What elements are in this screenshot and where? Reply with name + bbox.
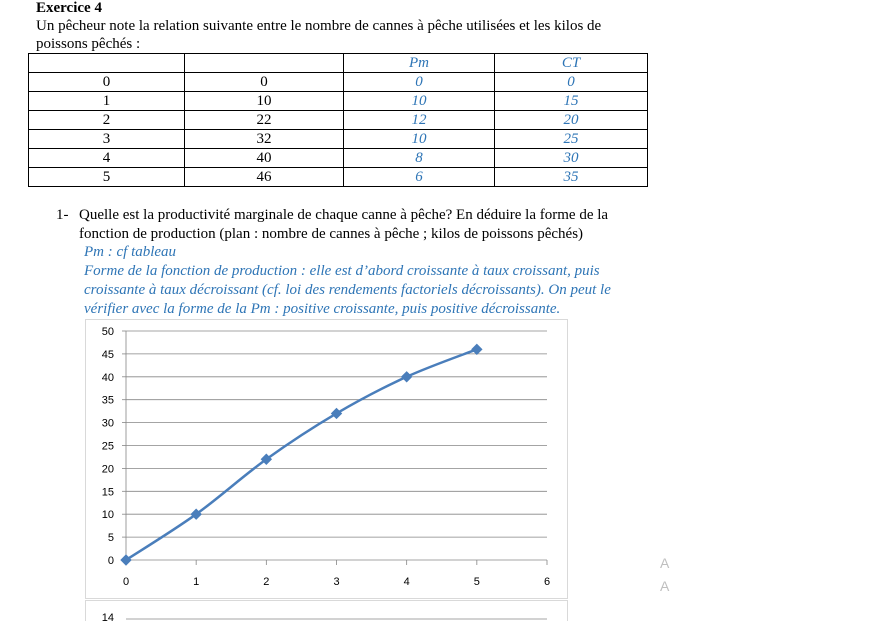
table-row — [29, 92, 648, 111]
table-row — [29, 73, 648, 92]
table-row — [29, 111, 648, 130]
header-cell — [185, 54, 344, 73]
y-tick-label: 5 — [107, 532, 114, 545]
y-tick-label: 0 — [107, 555, 114, 567]
fish-cell: 32 — [185, 130, 344, 149]
y-tick-label: 25 — [101, 440, 114, 453]
chart-frame — [86, 320, 568, 599]
canes-cell: 0 — [29, 73, 185, 92]
pm-cell: 12 — [344, 111, 495, 130]
question-text: Quelle est la productivité marginale de chaque canne à pêche? En déduire la forme de la fonction de production (plan : nombre de cannes à pêche ; kilos de poissons pêchés) — [79, 207, 609, 242]
canes-cell: 5 — [29, 168, 185, 187]
second-chart-partial — [85, 600, 570, 621]
answer-line-form: Forme de la fonction de production : elle est d’abord croissante à taux croissant, puis croissante à taux décroissant (cf. loi des rendements factoriels décroissants). On peut le vérifier avec la forme de la Pm : positive croissante, puis positive décroissante. — [84, 263, 611, 317]
chart-frame — [86, 601, 568, 621]
pm-cell: 6 — [344, 168, 495, 187]
x-tick-label: 4 — [403, 576, 410, 588]
question-number: 1- — [56, 207, 69, 223]
y-tick-label: 20 — [101, 463, 114, 476]
y-tick-label: 10 — [101, 509, 114, 522]
side-mark: A — [660, 555, 670, 571]
table-row — [29, 168, 648, 187]
header-cell-ct: CT — [495, 54, 648, 73]
fish-cell: 40 — [185, 149, 344, 168]
header-cell-pm: Pm — [344, 54, 495, 73]
canes-cell: 2 — [29, 111, 185, 130]
intro-text: Un pêcheur note la relation suivante entre le nombre de cannes à pêche utilisées et les kilos de poissons pêchés : — [36, 18, 602, 52]
table-header-row — [29, 54, 648, 73]
y-tick-label: 35 — [101, 394, 114, 407]
pm-cell: 8 — [344, 149, 495, 168]
ct-cell: 20 — [495, 111, 648, 130]
ct-cell: 25 — [495, 130, 648, 149]
ct-cell: 35 — [495, 168, 648, 187]
header-cell — [29, 54, 185, 73]
y-tick-label: 45 — [101, 348, 114, 361]
y-tick-label: 15 — [101, 486, 114, 499]
ct-cell: 15 — [495, 92, 648, 111]
y-tick-label: 40 — [101, 371, 114, 384]
y-tick-label: 50 — [101, 326, 114, 338]
x-tick-label: 1 — [193, 576, 200, 588]
fish-cell: 0 — [185, 73, 344, 92]
x-tick-label: 6 — [543, 576, 551, 588]
fish-cell: 10 — [185, 92, 344, 111]
table-row — [29, 149, 648, 168]
y-tick-label: 14 — [101, 612, 114, 621]
ct-cell: 0 — [495, 73, 648, 92]
pm-cell: 10 — [344, 92, 495, 111]
answer-line-pm: Pm : cf tableau — [84, 244, 177, 260]
x-tick-label: 3 — [333, 576, 340, 588]
exercise-title: Exercice 4 — [36, 0, 102, 16]
canes-cell: 4 — [29, 149, 185, 168]
production-chart — [85, 319, 570, 599]
canes-cell: 1 — [29, 92, 185, 111]
pm-cell: 0 — [344, 73, 495, 92]
side-mark: A — [660, 578, 670, 594]
fish-cell: 46 — [185, 168, 344, 187]
ct-cell: 30 — [495, 149, 648, 168]
fish-cell: 22 — [185, 111, 344, 130]
x-tick-label: 5 — [473, 576, 480, 588]
data-table — [28, 53, 648, 187]
y-tick-label: 30 — [101, 417, 114, 430]
x-tick-label: 0 — [122, 576, 130, 588]
answer-block — [84, 243, 654, 319]
pm-cell: 10 — [344, 130, 495, 149]
x-tick-label: 2 — [263, 576, 270, 588]
canes-cell: 3 — [29, 130, 185, 149]
table-row — [29, 130, 648, 149]
